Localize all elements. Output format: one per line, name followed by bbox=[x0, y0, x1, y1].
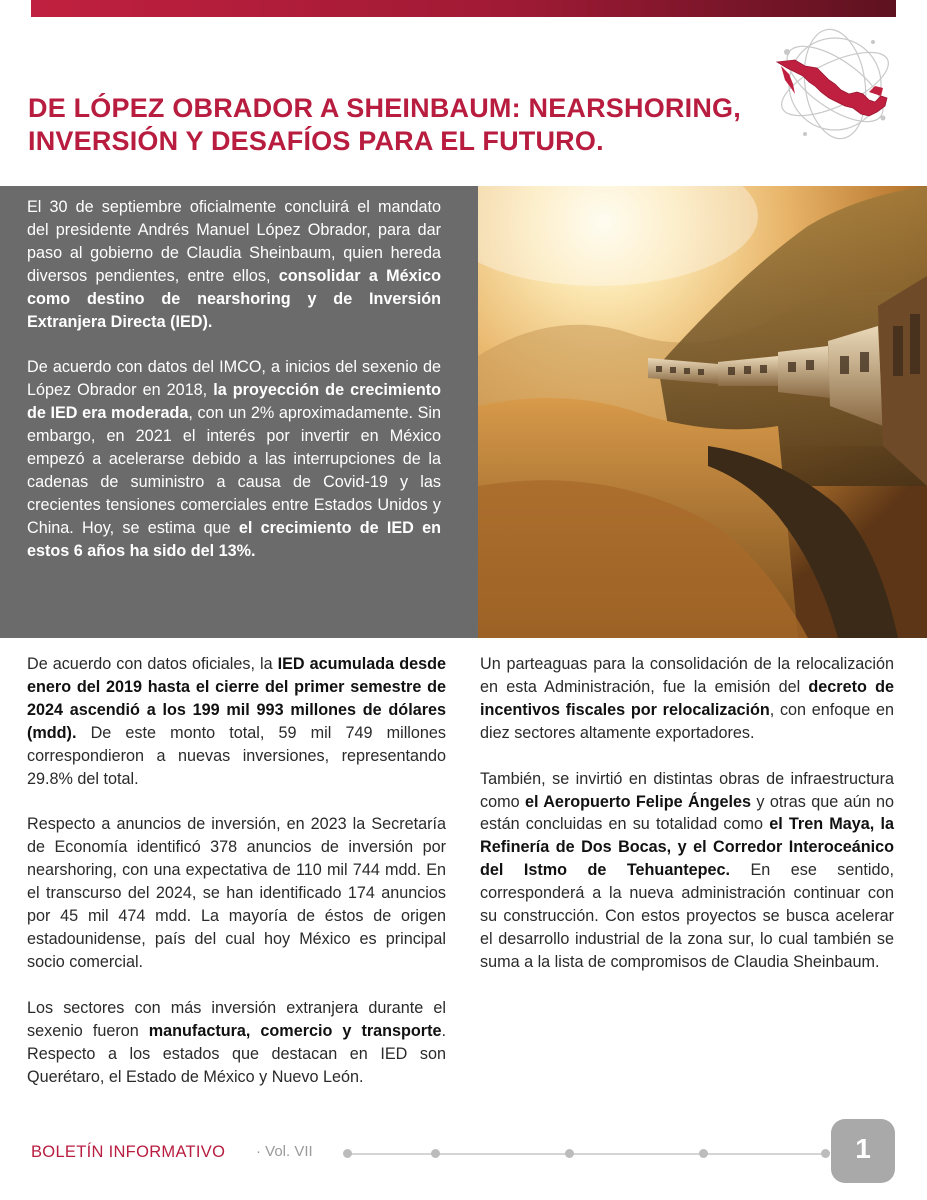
left-p3-text-a: Los sectores con más inversión extranjera durante el sexenio fueron bbox=[27, 998, 446, 1040]
footer-label: BOLETÍN INFORMATIVO bbox=[31, 1143, 226, 1161]
right-p2-bold-a: el Aeropuerto Felipe Ángeles bbox=[524, 792, 751, 811]
right-p1-bold: decreto de incentivos fiscales por relocalización bbox=[480, 677, 894, 719]
left-p3-bold: manufactura, comercio y transporte bbox=[148, 1021, 442, 1040]
right-paragraph-2 bbox=[480, 768, 894, 974]
mexico-map-logo-icon bbox=[765, 22, 905, 152]
footer-dot-icon bbox=[699, 1149, 708, 1158]
left-p3-text-b: . Respecto a los estados que destacan en IED son Querétaro, el Estado de México y Nuevo León. bbox=[27, 1021, 446, 1086]
intro-paragraph-1 bbox=[27, 196, 441, 333]
footer-dot-icon bbox=[565, 1149, 574, 1158]
intro-p2-text-a: De acuerdo con datos del IMCO, a inicios del sexenio de López Obrador en 2018, bbox=[27, 358, 441, 400]
left-p1-text-b: De este monto total, 59 mil 749 millones correspondieron a nuevas inversiones, representando 29.8% del total. bbox=[27, 723, 446, 788]
left-p1-text-a: De acuerdo con datos oficiales, la bbox=[27, 655, 278, 673]
intro-paragraph-2 bbox=[27, 356, 441, 562]
right-column bbox=[480, 653, 894, 997]
title-line-1: DE LÓPEZ OBRADOR A SHEINBAUM: NEARSHORING, bbox=[28, 93, 741, 123]
right-p1-text-b: , con enfoque en diez sectores altamente exportadores. bbox=[480, 700, 895, 742]
right-p2-text-c: En ese sentido, corresponderá a la nueva administración continuar con su construcción. Con estos proyectos se busca acelerar el desarrollo industrial de la zona sur, lo cual también se suma a la lista de compromisos de Claudia Sheinbaum. bbox=[480, 861, 894, 971]
footer-dot-icon bbox=[431, 1149, 440, 1158]
page-number: 1 bbox=[831, 1119, 895, 1183]
left-paragraph-3 bbox=[27, 997, 446, 1089]
right-p2-text-a: También, se invirtió en distintas obras de infraestructura como bbox=[480, 769, 894, 811]
right-p2-bold-b: el Tren Maya, la Refinería de Dos Bocas, y el Corredor Interoceánico del Istmo de Tehuantepec. bbox=[480, 815, 894, 880]
right-p1-text-a: Un parteaguas para la consolidación de la relocalización en esta Administración, fue la emisión del bbox=[480, 655, 894, 696]
left-p1-bold: IED acumulada desde enero del 2019 hasta el cierre del primer semestre de 2024 ascendió a los 199 mil 993 millones de dólares (mdd). bbox=[27, 655, 446, 742]
footer bbox=[31, 1133, 901, 1171]
intro-p2-bold-b: el crecimiento de IED en estos 6 años ha sido del 13%. bbox=[27, 518, 441, 560]
footer-divider bbox=[349, 1153, 827, 1155]
intro-p1-bold: consolidar a México como destino de nearshoring y de Inversión Extranjera Directa (IED). bbox=[27, 266, 442, 331]
footer-volume: · Vol. VII bbox=[256, 1143, 313, 1160]
intro-p2-text-b: , con un 2% aproximadamente. Sin embargo, en 2021 el interés por invertir en México empezó a acelerarse debido a las interrupciones de la cadenas de suministro a causa de Covid-19 y las crecientes tensiones comerciales entre Estados Unidos y China. Hoy, se estima que bbox=[27, 404, 441, 537]
footer-dot-icon bbox=[343, 1149, 352, 1158]
page-title bbox=[28, 92, 768, 158]
intro-text bbox=[27, 196, 441, 586]
right-p2-text-b: y otras que aún no están concluidas en su totalidad como bbox=[480, 792, 894, 834]
footer-dot-icon bbox=[821, 1149, 830, 1158]
right-paragraph-1 bbox=[480, 653, 894, 745]
left-paragraph-2: Respecto a anuncios de inversión, en 2023 la Secretaría de Economía identificó 378 anuncios de inversión por nearshoring, con una expectativa de 110 mil 744 mdd. En el transcurso del 2024, se han identificado 174 anuncios por 45 mil 474 mdd. La mayoría de éstos de origen estadounidense, país del cual hoy México es principal socio comercial. bbox=[27, 815, 446, 971]
title-line-2: INVERSIÓN Y DESAFÍOS PARA EL FUTURO. bbox=[28, 126, 604, 156]
train-photo bbox=[478, 186, 927, 638]
intro-p2-bold-a: la proyección de crecimiento de IED era moderada bbox=[27, 381, 441, 423]
left-column bbox=[27, 653, 446, 1111]
left-paragraph-1 bbox=[27, 653, 446, 790]
intro-p1-text: El 30 de septiembre oficialmente concluirá el mandato del presidente Andrés Manuel López Obrador, para dar paso al gobierno de Claudia Sheinbaum, quien hereda diversos pendientes, entre ellos, bbox=[27, 198, 441, 285]
top-accent-bar bbox=[31, 0, 896, 17]
